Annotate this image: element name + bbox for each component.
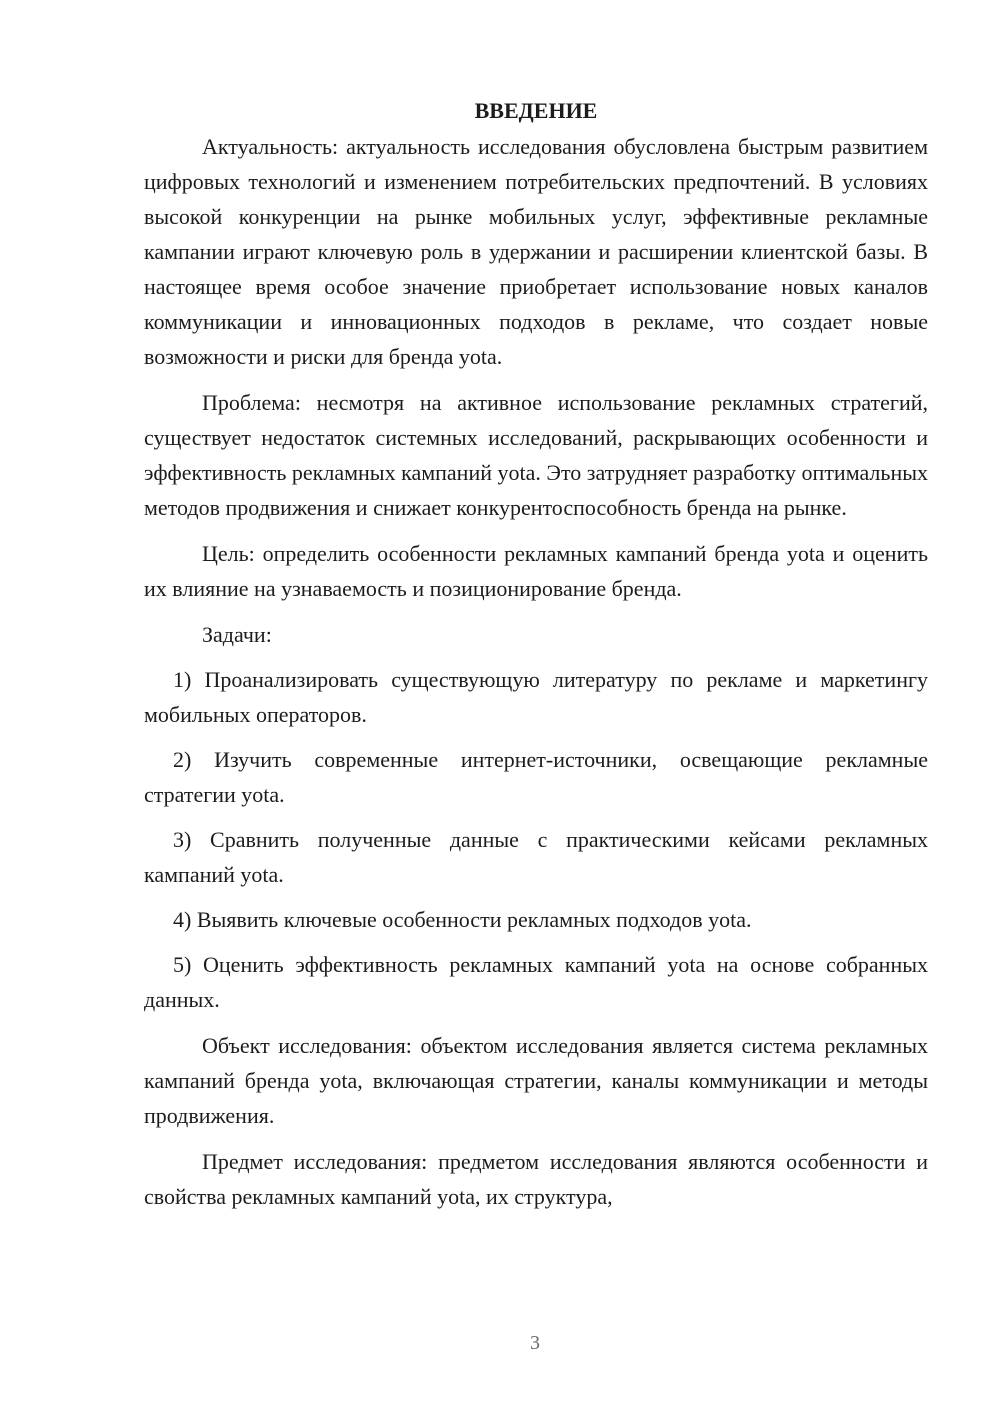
page-number: 3 xyxy=(530,1332,540,1354)
page-body xyxy=(144,93,928,1214)
section-heading: ВВЕДЕНИЕ xyxy=(474,98,598,123)
task-item: 4) Выявить ключевые особенности рекламных подходов yota. xyxy=(173,907,752,932)
task-item: 1) Проанализировать существующую литературу по рекламе и маркетингу мобильных операторов. xyxy=(144,667,928,727)
problem-paragraph: Проблема: несмотря на активное использование рекламных стратегий, существует недостаток системных исследований, раскрывающих особенности и эффективность рекламных кампаний yota. Это затрудняет разработку оптимальных методов продвижения и снижает конкурентоспособность бренда на рынке. xyxy=(144,390,928,520)
relevance-paragraph: Актуальность: актуальность исследования обусловлена быстрым развитием цифровых технологий и изменением потребительских предпочтений. В условиях высокой конкуренции на рынке мобильных услуг, эффективные рекламные кампании играют ключевую роль в удержании и расширении клиентской базы. В настоящее время особое значение приобретает использование новых каналов коммуникации и инновационных подходов в рекламе, что создает новые возможности и риски для бренда yota. xyxy=(144,134,928,369)
object-paragraph: Объект исследования: объектом исследования является система рекламных кампаний бренда yota, включающая стратегии, каналы коммуникации и методы продвижения. xyxy=(144,1033,928,1128)
goal-paragraph: Цель: определить особенности рекламных кампаний бренда yota и оценить их влияние на узнаваемость и позиционирование бренда. xyxy=(144,541,928,601)
task-item: 3) Сравнить полученные данные с практическими кейсами рекламных кампаний yota. xyxy=(144,827,928,887)
task-item: 5) Оценить эффективность рекламных кампаний yota на основе собранных данных. xyxy=(144,952,928,1012)
tasks-label: Задачи: xyxy=(202,622,272,647)
subject-paragraph: Предмет исследования: предметом исследования являются особенности и свойства рекламных кампаний yota, их структура, xyxy=(144,1149,928,1209)
task-item: 2) Изучить современные интернет-источники, освещающие рекламные стратегии yota. xyxy=(144,747,928,807)
